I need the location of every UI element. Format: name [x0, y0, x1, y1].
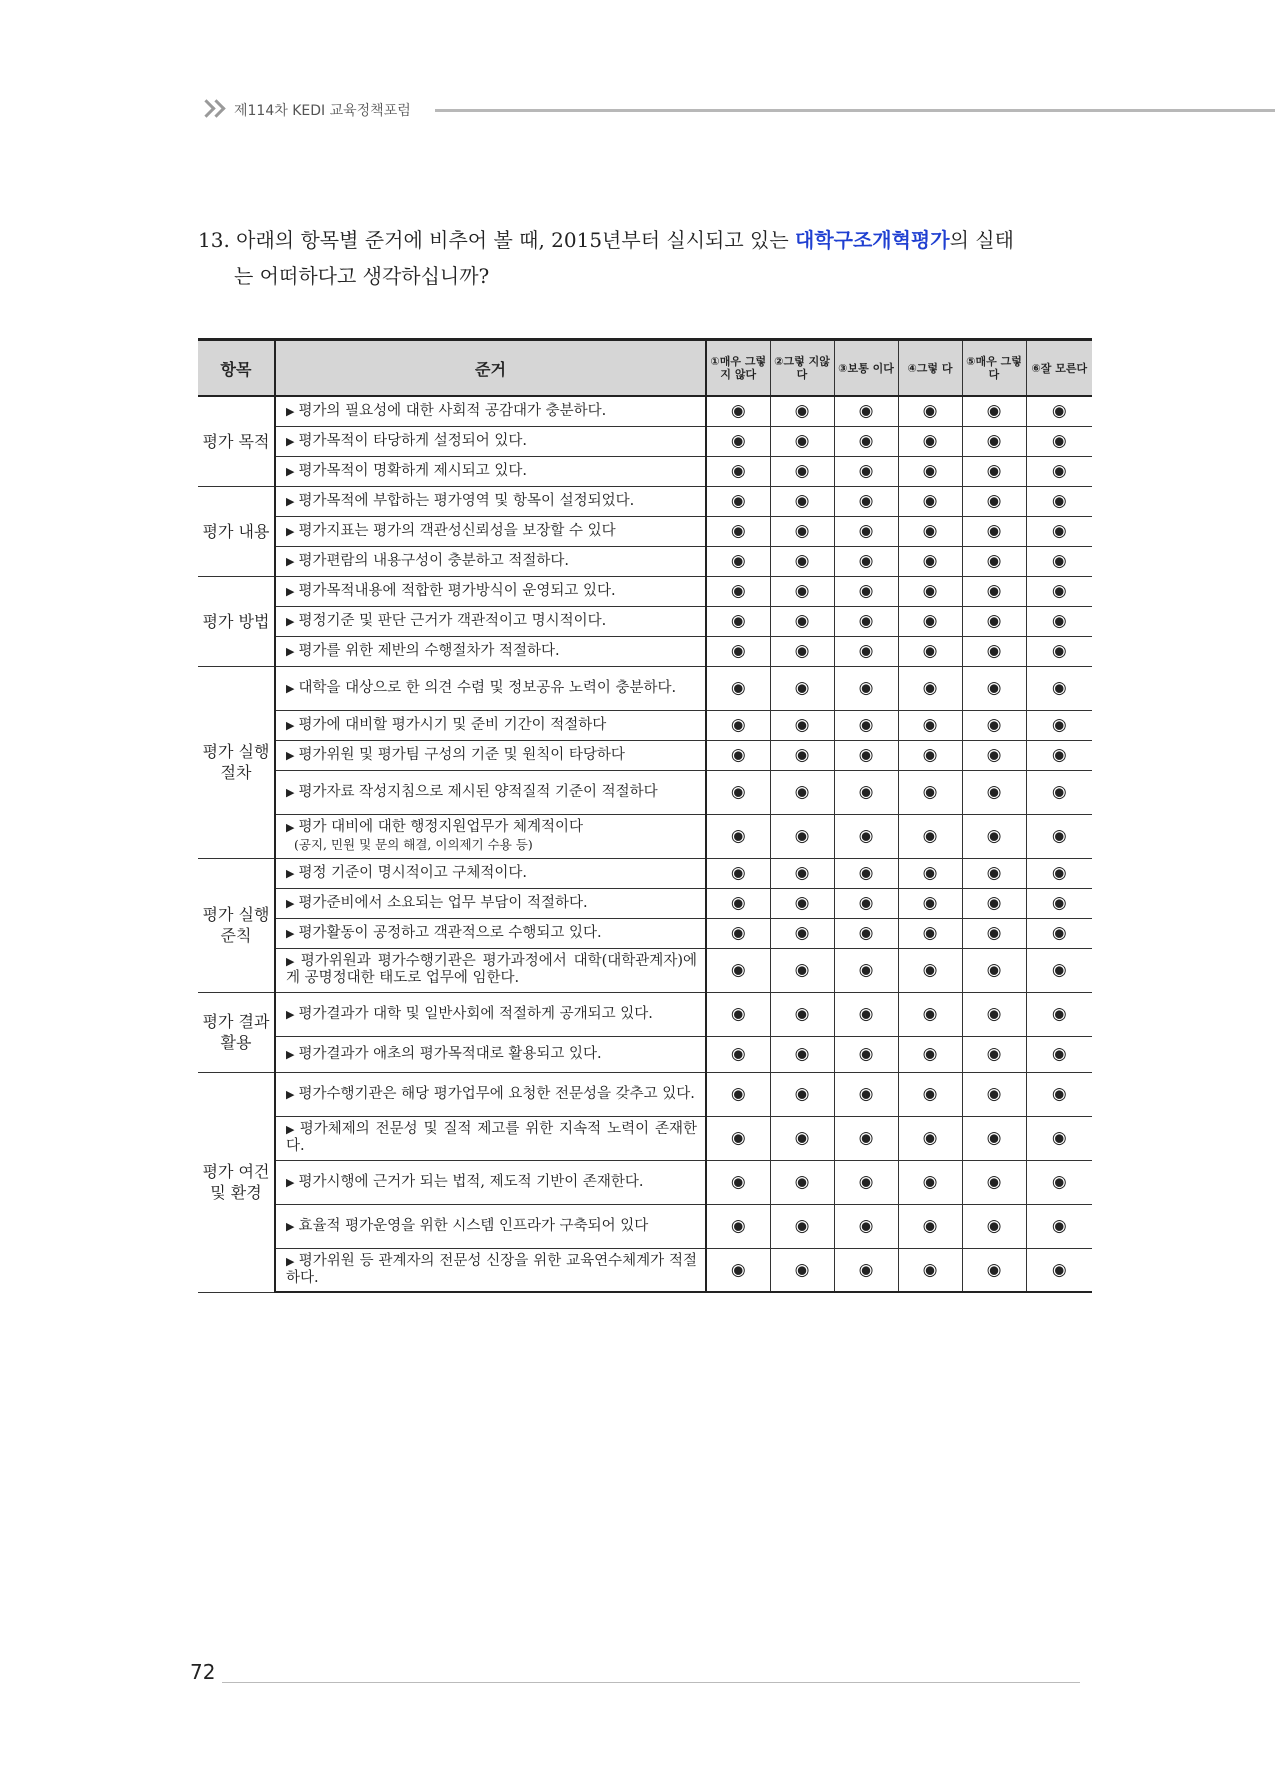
- criterion-text: 평가활동이 공정하고 객관적으로 수행되고 있다.: [298, 924, 602, 941]
- header-rule: [435, 109, 1275, 112]
- criterion-cell: [275, 576, 706, 606]
- radio-option[interactable]: ◉: [962, 546, 1026, 576]
- radio-option[interactable]: ◉: [770, 858, 834, 888]
- triangle-bullet-icon: ▶: [286, 955, 297, 968]
- radio-option[interactable]: ◉: [834, 456, 898, 486]
- radio-option[interactable]: ◉: [962, 396, 1026, 426]
- radio-option[interactable]: ◉: [770, 546, 834, 576]
- criterion-text: 평가위원과 평가수행기관은 평가과정에서 대학(대학관계자)에게 공명정대한 태도로 업무에 임한다.: [286, 953, 697, 986]
- criterion-text: 평가준비에서 소요되는 업무 부담이 적절하다.: [298, 894, 588, 911]
- triangle-bullet-icon: ▶: [286, 681, 295, 695]
- criterion-text: 평가목적내용에 적합한 평가방식이 운영되고 있다.: [298, 582, 616, 599]
- criterion-cell: [275, 396, 706, 426]
- question-highlight: 대학구조개혁평가: [795, 228, 950, 252]
- table-row: [198, 576, 1092, 606]
- radio-option[interactable]: ◉: [1026, 396, 1092, 426]
- radio-option[interactable]: ◉: [770, 814, 834, 858]
- radio-option[interactable]: ◉: [962, 770, 1026, 814]
- radio-option[interactable]: ◉: [1026, 710, 1092, 740]
- criterion-text: 효율적 평가운영을 위한 시스템 인프라가 구축되어 있다: [298, 1217, 649, 1234]
- radio-option[interactable]: ◉: [770, 516, 834, 546]
- radio-option[interactable]: ◉: [1026, 918, 1092, 948]
- criterion-cell: [275, 710, 706, 740]
- triangle-bullet-icon: ▶: [286, 926, 295, 940]
- criterion-text: 평가의 필요성에 대한 사회적 공감대가 충분하다.: [298, 402, 607, 419]
- radio-option[interactable]: ◉: [898, 888, 962, 918]
- triangle-bullet-icon: ▶: [286, 584, 295, 598]
- radio-option[interactable]: ◉: [1026, 486, 1092, 516]
- double-chevron-icon: [200, 100, 226, 120]
- table-row: [198, 1248, 1092, 1292]
- radio-option[interactable]: ◉: [834, 1248, 898, 1292]
- radio-option[interactable]: ◉: [898, 858, 962, 888]
- radio-option[interactable]: ◉: [706, 666, 770, 710]
- criterion-cell: [275, 948, 706, 992]
- radio-option[interactable]: ◉: [834, 636, 898, 666]
- radio-option[interactable]: ◉: [834, 858, 898, 888]
- criterion-text: 평가지표는 평가의 객관성신뢰성을 보장할 수 있다: [298, 522, 616, 539]
- question-line-2: 는 어떠하다고 생각하십니까?: [234, 264, 490, 288]
- triangle-bullet-icon: ▶: [286, 434, 295, 448]
- radio-option[interactable]: ◉: [962, 948, 1026, 992]
- radio-option[interactable]: ◉: [770, 1160, 834, 1204]
- radio-option[interactable]: ◉: [1026, 636, 1092, 666]
- radio-option[interactable]: ◉: [834, 948, 898, 992]
- radio-option[interactable]: ◉: [770, 770, 834, 814]
- table-row: [198, 1036, 1092, 1072]
- criterion-text: 평정 기준이 명시적이고 구체적이다.: [298, 864, 528, 881]
- radio-option[interactable]: ◉: [706, 486, 770, 516]
- triangle-bullet-icon: ▶: [286, 896, 295, 910]
- radio-option[interactable]: ◉: [898, 456, 962, 486]
- radio-option[interactable]: ◉: [706, 396, 770, 426]
- criterion-cell: [275, 546, 706, 576]
- triangle-bullet-icon: ▶: [286, 1047, 295, 1061]
- radio-option[interactable]: ◉: [706, 814, 770, 858]
- radio-option[interactable]: ◉: [898, 770, 962, 814]
- table-row: [198, 1204, 1092, 1248]
- criterion-cell: [275, 888, 706, 918]
- criterion-cell: [275, 1036, 706, 1072]
- radio-option[interactable]: ◉: [834, 1036, 898, 1072]
- radio-option[interactable]: ◉: [962, 918, 1026, 948]
- criterion-cell: [275, 918, 706, 948]
- survey-table: [198, 338, 1092, 1293]
- radio-option[interactable]: ◉: [706, 636, 770, 666]
- radio-option[interactable]: ◉: [706, 576, 770, 606]
- running-header: [200, 98, 1100, 122]
- table-row: [198, 1072, 1092, 1116]
- radio-option[interactable]: ◉: [962, 888, 1026, 918]
- radio-option[interactable]: ◉: [1026, 888, 1092, 918]
- radio-option[interactable]: ◉: [1026, 1160, 1092, 1204]
- footer-rule: [222, 1682, 1080, 1683]
- radio-option[interactable]: ◉: [1026, 1116, 1092, 1160]
- radio-option[interactable]: ◉: [1026, 1072, 1092, 1116]
- category-label: 평가 결과 활용: [198, 992, 275, 1072]
- triangle-bullet-icon: ▶: [286, 614, 295, 628]
- radio-option[interactable]: ◉: [898, 1072, 962, 1116]
- radio-option[interactable]: ◉: [1026, 546, 1092, 576]
- radio-option[interactable]: ◉: [962, 456, 1026, 486]
- criterion-cell: [275, 516, 706, 546]
- radio-option[interactable]: ◉: [1026, 1036, 1092, 1072]
- criterion-cell: [275, 636, 706, 666]
- radio-option[interactable]: ◉: [1026, 516, 1092, 546]
- radio-option[interactable]: ◉: [706, 992, 770, 1036]
- radio-option[interactable]: ◉: [834, 516, 898, 546]
- question-number: 13.: [198, 228, 230, 252]
- radio-option[interactable]: ◉: [834, 740, 898, 770]
- radio-option[interactable]: ◉: [962, 710, 1026, 740]
- radio-option[interactable]: ◉: [898, 636, 962, 666]
- radio-option[interactable]: ◉: [962, 1036, 1026, 1072]
- triangle-bullet-icon: ▶: [286, 1254, 295, 1268]
- criterion-cell: [275, 740, 706, 770]
- radio-option[interactable]: ◉: [1026, 1248, 1092, 1292]
- table-row: [198, 666, 1092, 710]
- triangle-bullet-icon: ▶: [286, 1123, 296, 1136]
- radio-option[interactable]: ◉: [706, 1204, 770, 1248]
- triangle-bullet-icon: ▶: [286, 524, 295, 538]
- radio-option[interactable]: ◉: [1026, 814, 1092, 858]
- radio-option[interactable]: ◉: [962, 636, 1026, 666]
- table-row: [198, 858, 1092, 888]
- table-row: [198, 740, 1092, 770]
- radio-option[interactable]: ◉: [1026, 576, 1092, 606]
- radio-option[interactable]: ◉: [1026, 948, 1092, 992]
- criterion-text: 평가편람의 내용구성이 충분하고 적절하다.: [298, 552, 570, 569]
- radio-option[interactable]: ◉: [770, 606, 834, 636]
- triangle-bullet-icon: ▶: [286, 718, 295, 732]
- header-option: ⑥잘 모른다: [1026, 340, 1092, 397]
- table-row: [198, 636, 1092, 666]
- criterion-text: 평가결과가 대학 및 일반사회에 적절하게 공개되고 있다.: [298, 1005, 653, 1022]
- radio-option[interactable]: ◉: [1026, 740, 1092, 770]
- radio-option[interactable]: ◉: [898, 396, 962, 426]
- criterion-cell: [275, 666, 706, 710]
- radio-option[interactable]: ◉: [770, 396, 834, 426]
- radio-option[interactable]: ◉: [898, 1204, 962, 1248]
- criterion-cell: [275, 426, 706, 456]
- criterion-text: 평가에 대비할 평가시기 및 준비 기간이 적절하다: [298, 716, 607, 733]
- radio-option[interactable]: ◉: [962, 486, 1026, 516]
- criterion-cell: [275, 1160, 706, 1204]
- radio-option[interactable]: ◉: [1026, 858, 1092, 888]
- radio-option[interactable]: ◉: [706, 888, 770, 918]
- radio-option[interactable]: ◉: [834, 888, 898, 918]
- radio-option[interactable]: ◉: [706, 426, 770, 456]
- radio-option[interactable]: ◉: [1026, 666, 1092, 710]
- radio-option[interactable]: ◉: [898, 606, 962, 636]
- radio-option[interactable]: ◉: [1026, 1204, 1092, 1248]
- criterion-text: 평가시행에 근거가 되는 법적, 제도적 기반이 존재한다.: [298, 1173, 644, 1190]
- radio-option[interactable]: ◉: [834, 1116, 898, 1160]
- radio-option[interactable]: ◉: [898, 710, 962, 740]
- triangle-bullet-icon: ▶: [286, 785, 295, 799]
- radio-option[interactable]: ◉: [706, 516, 770, 546]
- radio-option[interactable]: ◉: [834, 770, 898, 814]
- radio-option[interactable]: ◉: [1026, 426, 1092, 456]
- radio-option[interactable]: ◉: [770, 456, 834, 486]
- radio-option[interactable]: ◉: [962, 426, 1026, 456]
- radio-option[interactable]: ◉: [962, 740, 1026, 770]
- criterion-cell: [275, 1204, 706, 1248]
- radio-option[interactable]: ◉: [898, 948, 962, 992]
- category-label: 평가 목적: [198, 396, 275, 486]
- table-row: [198, 606, 1092, 636]
- category-label: 평가 실행 준칙: [198, 858, 275, 992]
- radio-option[interactable]: ◉: [770, 636, 834, 666]
- table-row: [198, 1116, 1092, 1160]
- radio-option[interactable]: ◉: [1026, 770, 1092, 814]
- radio-option[interactable]: ◉: [770, 1036, 834, 1072]
- triangle-bullet-icon: ▶: [286, 404, 295, 418]
- triangle-bullet-icon: ▶: [286, 748, 295, 762]
- table-row: [198, 456, 1092, 486]
- radio-option[interactable]: ◉: [770, 666, 834, 710]
- triangle-bullet-icon: ▶: [286, 494, 295, 508]
- radio-option[interactable]: ◉: [770, 992, 834, 1036]
- radio-option[interactable]: ◉: [770, 1116, 834, 1160]
- radio-option[interactable]: ◉: [770, 486, 834, 516]
- radio-option[interactable]: ◉: [962, 1116, 1026, 1160]
- radio-option[interactable]: ◉: [770, 948, 834, 992]
- table-row: [198, 396, 1092, 426]
- table-row: [198, 710, 1092, 740]
- radio-option[interactable]: ◉: [770, 576, 834, 606]
- triangle-bullet-icon: ▶: [286, 554, 295, 568]
- criterion-text: 평가자료 작성지침으로 제시된 양적질적 기준이 적절하다: [298, 783, 658, 800]
- radio-option[interactable]: ◉: [706, 1160, 770, 1204]
- radio-option[interactable]: ◉: [898, 1116, 962, 1160]
- radio-option[interactable]: ◉: [706, 918, 770, 948]
- radio-option[interactable]: ◉: [898, 486, 962, 516]
- radio-option[interactable]: ◉: [898, 546, 962, 576]
- radio-option[interactable]: ◉: [770, 1072, 834, 1116]
- header-option: ③보통 이다: [834, 340, 898, 397]
- header-criteria: 준거: [275, 340, 706, 397]
- category-label: 평가 여건 및 환경: [198, 1072, 275, 1292]
- radio-option[interactable]: ◉: [834, 992, 898, 1036]
- category-label: 평가 내용: [198, 486, 275, 576]
- criterion-cell: [275, 486, 706, 516]
- radio-option[interactable]: ◉: [834, 1072, 898, 1116]
- radio-option[interactable]: ◉: [834, 666, 898, 710]
- table-row: [198, 426, 1092, 456]
- criterion-cell: [275, 1072, 706, 1116]
- criterion-text: 평가목적이 타당하게 설정되어 있다.: [298, 432, 528, 449]
- table-row: [198, 992, 1092, 1036]
- criterion-cell: [275, 1248, 706, 1292]
- radio-option[interactable]: ◉: [770, 918, 834, 948]
- table-row: [198, 948, 1092, 992]
- radio-option[interactable]: ◉: [834, 606, 898, 636]
- criterion-text: 평가체제의 전문성 및 질적 제고를 위한 지속적 노력이 존재한다.: [286, 1121, 698, 1154]
- radio-option[interactable]: ◉: [706, 456, 770, 486]
- table-header-row: [198, 340, 1092, 397]
- radio-option[interactable]: ◉: [834, 1160, 898, 1204]
- radio-option[interactable]: ◉: [962, 1160, 1026, 1204]
- criterion-text: 평가 대비에 대한 행정지원업무가 체계적이다: [298, 819, 584, 835]
- radio-option[interactable]: ◉: [962, 666, 1026, 710]
- radio-option[interactable]: ◉: [898, 666, 962, 710]
- radio-option[interactable]: ◉: [706, 858, 770, 888]
- triangle-bullet-icon: ▶: [286, 1175, 295, 1189]
- radio-option[interactable]: ◉: [962, 858, 1026, 888]
- radio-option[interactable]: ◉: [898, 740, 962, 770]
- triangle-bullet-icon: ▶: [286, 464, 295, 478]
- radio-option[interactable]: ◉: [706, 740, 770, 770]
- criterion-text: 평가를 위한 제반의 수행절차가 적절하다.: [298, 642, 560, 659]
- table-row: [198, 814, 1092, 858]
- category-label: 평가 실행 절차: [198, 666, 275, 858]
- page-number: 72: [190, 1660, 216, 1684]
- radio-option[interactable]: ◉: [834, 1204, 898, 1248]
- question-text: [198, 222, 1086, 294]
- question-body-end: 의 실태: [949, 228, 1014, 252]
- triangle-bullet-icon: ▶: [286, 1219, 295, 1233]
- criterion-text: 평가목적이 명확하게 제시되고 있다.: [298, 462, 528, 479]
- radio-option[interactable]: ◉: [834, 486, 898, 516]
- radio-option[interactable]: ◉: [962, 992, 1026, 1036]
- criterion-cell: [275, 992, 706, 1036]
- radio-option[interactable]: ◉: [962, 1204, 1026, 1248]
- table-row: [198, 486, 1092, 516]
- radio-option[interactable]: ◉: [834, 918, 898, 948]
- triangle-bullet-icon: ▶: [286, 1007, 295, 1021]
- criterion-cell: [275, 1116, 706, 1160]
- table-row: [198, 516, 1092, 546]
- radio-option[interactable]: ◉: [706, 1248, 770, 1292]
- criterion-cell: [275, 814, 706, 858]
- radio-option[interactable]: ◉: [898, 1248, 962, 1292]
- radio-option[interactable]: ◉: [898, 992, 962, 1036]
- table-row: [198, 918, 1092, 948]
- radio-option[interactable]: ◉: [834, 546, 898, 576]
- radio-option[interactable]: ◉: [962, 1248, 1026, 1292]
- radio-option[interactable]: ◉: [898, 918, 962, 948]
- radio-option[interactable]: ◉: [834, 710, 898, 740]
- radio-option[interactable]: ◉: [962, 516, 1026, 546]
- radio-option[interactable]: ◉: [834, 814, 898, 858]
- question-body: 아래의 항목별 준거에 비추어 볼 때, 2015년부터 실시되고 있는: [236, 228, 796, 252]
- radio-option[interactable]: ◉: [898, 814, 962, 858]
- radio-option[interactable]: ◉: [770, 888, 834, 918]
- criterion-text: 평가수행기관은 해당 평가업무에 요청한 전문성을 갖추고 있다.: [298, 1085, 695, 1102]
- radio-option[interactable]: ◉: [962, 606, 1026, 636]
- radio-option[interactable]: ◉: [770, 1248, 834, 1292]
- header-item: 항목: [198, 340, 275, 397]
- radio-option[interactable]: ◉: [770, 426, 834, 456]
- criterion-text: 대학을 대상으로 한 의견 수렴 및 정보공유 노력이 충분하다.: [298, 679, 677, 696]
- criterion-cell: [275, 858, 706, 888]
- radio-option[interactable]: ◉: [706, 770, 770, 814]
- radio-option[interactable]: ◉: [898, 1160, 962, 1204]
- radio-option[interactable]: ◉: [770, 1204, 834, 1248]
- radio-option[interactable]: ◉: [834, 576, 898, 606]
- radio-option[interactable]: ◉: [962, 1072, 1026, 1116]
- header-option: ②그렇 지않다: [770, 340, 834, 397]
- triangle-bullet-icon: ▶: [286, 644, 295, 658]
- radio-option[interactable]: ◉: [706, 1072, 770, 1116]
- radio-option[interactable]: ◉: [962, 576, 1026, 606]
- criterion-text: 평정기준 및 판단 근거가 객관적이고 명시적이다.: [298, 612, 607, 629]
- radio-option[interactable]: ◉: [1026, 606, 1092, 636]
- table-row: [198, 888, 1092, 918]
- header-option: ⑤매우 그렇다: [962, 340, 1026, 397]
- radio-option[interactable]: ◉: [706, 546, 770, 576]
- radio-option[interactable]: ◉: [706, 710, 770, 740]
- radio-option[interactable]: ◉: [898, 426, 962, 456]
- criterion-text: 평가위원 등 관계자의 전문성 신장을 위한 교육연수체계가 적절하다.: [286, 1252, 697, 1286]
- criterion-cell: [275, 456, 706, 486]
- radio-option[interactable]: ◉: [898, 576, 962, 606]
- table-row: [198, 770, 1092, 814]
- table-row: [198, 1160, 1092, 1204]
- radio-option[interactable]: ◉: [706, 1116, 770, 1160]
- radio-option[interactable]: ◉: [706, 1036, 770, 1072]
- radio-option[interactable]: ◉: [1026, 992, 1092, 1036]
- criterion-text: 평가목적에 부합하는 평가영역 및 항목이 설정되었다.: [298, 492, 635, 509]
- criterion-cell: [275, 606, 706, 636]
- radio-option[interactable]: ◉: [834, 426, 898, 456]
- radio-option[interactable]: ◉: [770, 710, 834, 740]
- header-option: ①매우 그렇지 않다: [706, 340, 770, 397]
- criterion-cell: [275, 770, 706, 814]
- header-option: ④그렇 다: [898, 340, 962, 397]
- criterion-note: (공지, 민원 및 문의 해결, 이의제기 수용 등): [294, 837, 533, 852]
- criterion-text: 평가위원 및 평가팀 구성의 기준 및 원칙이 타당하다: [298, 746, 625, 763]
- table-row: [198, 546, 1092, 576]
- triangle-bullet-icon: ▶: [286, 866, 295, 880]
- criterion-text: 평가결과가 애초의 평가목적대로 활용되고 있다.: [298, 1045, 602, 1062]
- radio-option[interactable]: ◉: [962, 814, 1026, 858]
- question-line-1: [198, 222, 1086, 258]
- radio-option[interactable]: ◉: [1026, 456, 1092, 486]
- radio-option[interactable]: ◉: [898, 516, 962, 546]
- triangle-bullet-icon: ▶: [286, 821, 295, 834]
- radio-option[interactable]: ◉: [770, 740, 834, 770]
- radio-option[interactable]: ◉: [898, 1036, 962, 1072]
- radio-option[interactable]: ◉: [706, 948, 770, 992]
- triangle-bullet-icon: ▶: [286, 1087, 295, 1101]
- forum-title: 제114차 KEDI 교육정책포럼: [234, 103, 411, 119]
- radio-option[interactable]: ◉: [706, 606, 770, 636]
- radio-option[interactable]: ◉: [834, 396, 898, 426]
- category-label: 평가 방법: [198, 576, 275, 666]
